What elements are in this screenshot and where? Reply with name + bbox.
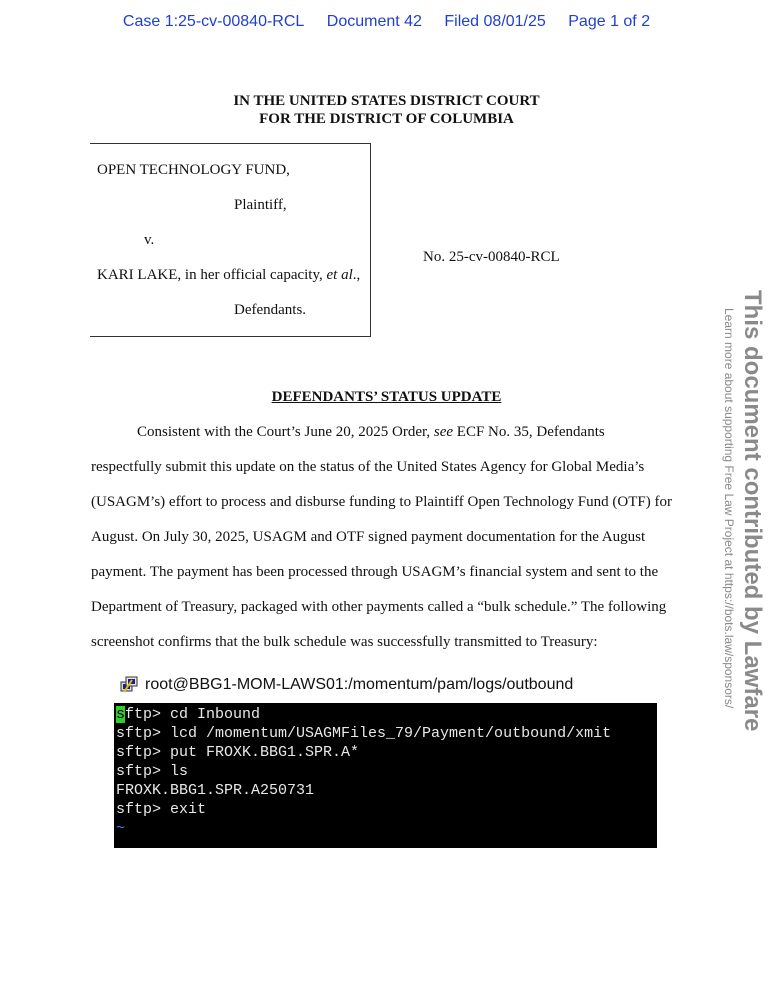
- court-heading: [0, 92, 773, 128]
- terminal-line-2: sftp> lcd /momentum/USAGMFiles_79/Payment/outbound/xmit: [116, 725, 612, 742]
- terminal-line-1: sftp> cd Inbound: [116, 706, 261, 723]
- body-line-3: (USAGM’s) effort to process and disburse funding to Plaintiff Open Technology Fund (OTF) for: [91, 494, 672, 510]
- watermark-main: This document contributed by Lawfare: [739, 290, 766, 732]
- header-filed: Filed 08/01/25: [444, 13, 546, 30]
- see-signal: see: [433, 424, 454, 440]
- terminal-titlebar: [114, 667, 657, 703]
- body-line-5: payment. The payment has been processed through USAGM’s financial system and sent to the: [91, 564, 659, 580]
- plaintiff-name: OPEN TECHNOLOGY FUND,: [97, 162, 290, 178]
- terminal-line-4: sftp> ls: [116, 763, 189, 780]
- header-document: Document 42: [326, 13, 422, 30]
- body-line-7: screenshot confirms that the bulk schedule was successfully transmitted to Treasury:: [91, 634, 598, 650]
- terminal-line-7: ~: [116, 820, 126, 837]
- terminal-output: [116, 705, 611, 838]
- versus: v.: [144, 232, 155, 248]
- court-line-2: FOR THE DISTRICT OF COLUMBIA: [259, 111, 514, 127]
- body-line-2: respectfully submit this update on the status of the United States Agency for Global Media’s: [91, 459, 645, 475]
- terminal-line-5: FROXK.BBG1.SPR.A250731: [116, 782, 315, 799]
- watermark-sub: Learn more about supporting Free Law Project at https://bots.law/sponsors/: [722, 308, 736, 709]
- case-caption: [90, 143, 371, 337]
- terminal-screenshot: [114, 667, 657, 848]
- et-al: et al: [326, 267, 353, 283]
- terminal-cursor: s: [116, 706, 126, 723]
- court-line-1: IN THE UNITED STATES DISTRICT COURT: [233, 93, 540, 109]
- putty-icon: [120, 676, 138, 694]
- header-page: Page 1 of 2: [568, 13, 651, 30]
- plaintiff-role: Plaintiff,: [234, 197, 287, 213]
- document-title: DEFENDANTS’ STATUS UPDATE: [271, 389, 502, 405]
- ecf-header: [0, 13, 773, 31]
- header-case: Case 1:25-cv-00840-RCL: [122, 13, 305, 30]
- case-number: No. 25-cv-00840-RCL: [423, 249, 560, 265]
- defendant-role: Defendants.: [234, 302, 307, 318]
- terminal-line-3: sftp> put FROXK.BBG1.SPR.A*: [116, 744, 360, 761]
- defendant-name: KARI LAKE, in her official capacity, et al.,: [97, 267, 361, 283]
- terminal-title: root@BBG1-MOM-LAWS01:/momentum/pam/logs/outbound: [145, 676, 574, 693]
- body-line-6: Department of Treasury, packaged with other payments called a “bulk schedule.” The following: [91, 599, 667, 615]
- body-line-4: August. On July 30, 2025, USAGM and OTF signed payment documentation for the August: [91, 529, 646, 545]
- terminal-line-6: sftp> exit: [116, 801, 207, 818]
- lawfare-watermark: [708, 290, 768, 732]
- body-line-1: Consistent with the Court’s June 20, 2025 Order, see ECF No. 35, Defendants: [137, 424, 605, 440]
